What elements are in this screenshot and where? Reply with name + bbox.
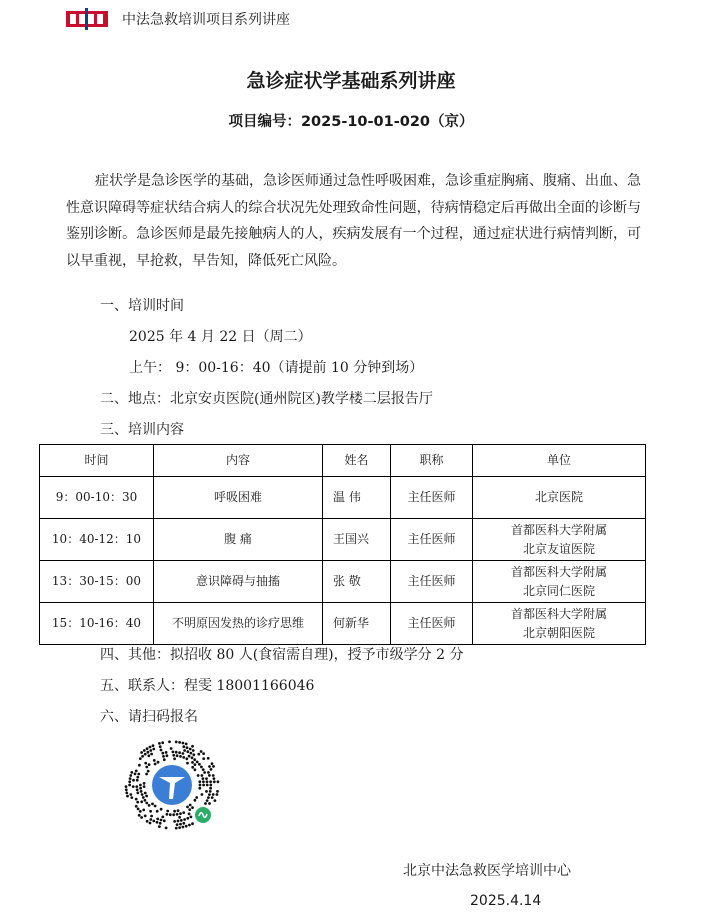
row-content: 呼吸困难 — [154, 477, 323, 519]
row-name: 王国兴 — [323, 519, 391, 561]
row-unit-line2: 北京友谊医院 — [522, 541, 595, 556]
page-title: 急诊症状学基础系列讲座 — [246, 70, 456, 92]
registration-qr-code-icon[interactable] — [123, 739, 221, 831]
training-date: 2025 年 4 月 22 日（周二） — [129, 329, 312, 345]
row-time: 13：30-15：00 — [40, 561, 154, 603]
project-number: 项目编号：2025-10-01-020（京） — [228, 114, 474, 130]
table-row — [40, 603, 646, 645]
page-header — [66, 4, 290, 34]
row-unit-line1: 首都医科大学附属 — [510, 564, 607, 579]
row-content: 不明原因发热的诊疗思维 — [154, 603, 323, 645]
row-time: 15：10-16：40 — [40, 603, 154, 645]
row-content: 腹 痛 — [154, 519, 323, 561]
training-time-heading: 一、培训时间 — [100, 298, 184, 314]
row-unit-line2: 北京同仁医院 — [522, 583, 595, 598]
row-name: 温 伟 — [323, 477, 391, 519]
training-location: 二、地点：北京安贞医院(通州院区)教学楼二层报告厅 — [100, 391, 433, 407]
row-title: 主任医师 — [391, 519, 473, 561]
training-session: 上午： 9：00-16：40（请提前 10 分钟到场） — [129, 360, 424, 376]
schedule-table — [39, 444, 646, 645]
row-unit — [473, 603, 646, 645]
row-unit-line1: 北京医院 — [534, 490, 583, 504]
row-time: 10：40-12：10 — [40, 519, 154, 561]
table-header-row — [40, 445, 646, 477]
row-unit-line1: 首都医科大学附属 — [510, 606, 607, 621]
training-content-heading: 三、培训内容 — [100, 422, 184, 438]
row-title: 主任医师 — [391, 603, 473, 645]
other-info: 四、其他：拟招收 80 人(食宿需自理)，授予市级学分 2 分 — [100, 647, 464, 663]
hospital-logo-icon — [66, 8, 108, 30]
contact-info: 五、联系人：程雯 18001166046 — [100, 678, 315, 694]
row-unit — [473, 561, 646, 603]
row-content: 意识障碍与抽搐 — [154, 561, 323, 603]
register-heading: 六、请扫码报名 — [100, 709, 198, 725]
row-title: 主任医师 — [391, 477, 473, 519]
row-unit — [473, 519, 646, 561]
header-content: 内容 — [154, 445, 323, 477]
table-row — [40, 477, 646, 519]
table-row — [40, 561, 646, 603]
header-time: 时间 — [40, 445, 154, 477]
header-title: 中法急救培训项目系列讲座 — [122, 12, 290, 28]
row-name: 张 敬 — [323, 561, 391, 603]
row-unit-line2: 北京朝阳医院 — [522, 625, 595, 640]
header-title: 职称 — [391, 445, 473, 477]
header-name: 姓名 — [323, 445, 391, 477]
row-unit — [473, 477, 646, 519]
table-row — [40, 519, 646, 561]
signature-organization: 北京中法急救医学培训中心 — [403, 863, 571, 879]
header-unit: 单位 — [473, 445, 646, 477]
row-name: 何新华 — [323, 603, 391, 645]
row-time: 9：00-10：30 — [40, 477, 154, 519]
signature-date: 2025.4.14 — [470, 893, 542, 909]
row-unit-line1: 首都医科大学附属 — [510, 522, 607, 537]
intro-paragraph: 症状学是急诊医学的基础，急诊医师通过急性呼吸困难，急诊重症胸痛、腹痛、出血、急性意识障碍等症状结合病人的综合状况先处理致命性问题，待病情稳定后再做出全面的诊断与鉴别诊断。急诊医师是最先接触病人的人，疾病发展有一个过程，通过症状进行病情判断，可以早重视，早抢救，早告知，降低死亡风险。 — [66, 173, 641, 269]
row-title: 主任医师 — [391, 561, 473, 603]
